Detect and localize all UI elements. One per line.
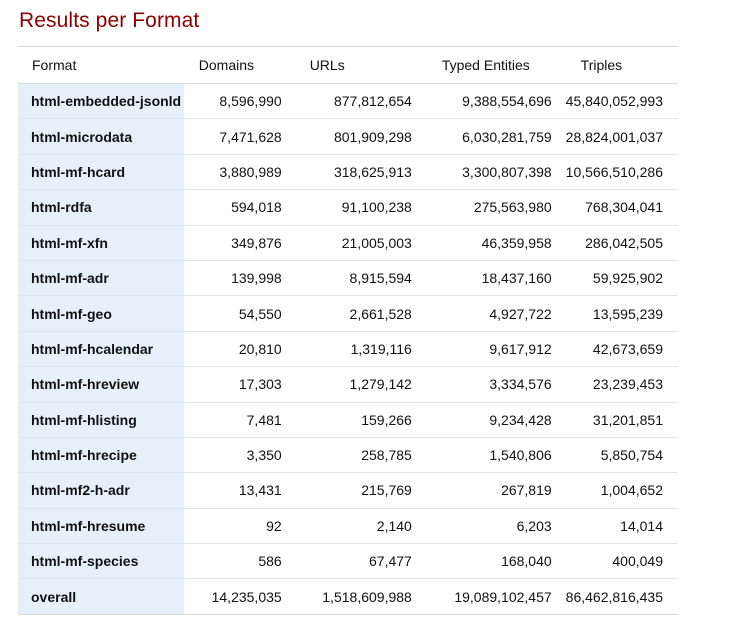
domains-cell: 54,550: [184, 296, 296, 331]
format-cell: html-mf2-h-adr: [18, 473, 184, 508]
typed-entities-cell: 3,334,576: [426, 367, 566, 402]
triples-cell: 10,566,510,286: [566, 154, 678, 189]
format-cell: html-mf-hrecipe: [18, 437, 184, 472]
typed-entities-cell: 46,359,958: [426, 225, 566, 260]
column-header-triples: Triples: [566, 47, 678, 84]
typed-entities-cell: 1,540,806: [426, 437, 566, 472]
table-row: [18, 402, 678, 437]
triples-cell: 286,042,505: [566, 225, 678, 260]
domains-cell: 92: [184, 508, 296, 543]
format-cell: html-mf-hresume: [18, 508, 184, 543]
format-cell: html-mf-species: [18, 544, 184, 579]
domains-cell: 594,018: [184, 190, 296, 225]
triples-cell: 13,595,239: [566, 296, 678, 331]
triples-cell: 14,014: [566, 508, 678, 543]
table-row: [18, 225, 678, 260]
column-header-format: Format: [18, 47, 184, 84]
typed-entities-cell: 9,617,912: [426, 331, 566, 366]
urls-cell: 318,625,913: [296, 154, 426, 189]
urls-cell: 8,915,594: [296, 260, 426, 295]
format-cell: html-rdfa: [18, 190, 184, 225]
typed-entities-cell: 4,927,722: [426, 296, 566, 331]
domains-cell: 349,876: [184, 225, 296, 260]
triples-cell: 5,850,754: [566, 437, 678, 472]
table-body: [18, 84, 678, 615]
typed-entities-cell: 6,030,281,759: [426, 119, 566, 154]
format-cell: html-mf-hcalendar: [18, 331, 184, 366]
urls-cell: 67,477: [296, 544, 426, 579]
urls-cell: 21,005,003: [296, 225, 426, 260]
domains-cell: 7,471,628: [184, 119, 296, 154]
urls-cell: 1,319,116: [296, 331, 426, 366]
domains-cell: 17,303: [184, 367, 296, 402]
table-row: [18, 331, 678, 366]
domains-cell: 14,235,035: [184, 579, 296, 614]
domains-cell: 586: [184, 544, 296, 579]
triples-cell: 42,673,659: [566, 331, 678, 366]
urls-cell: 2,661,528: [296, 296, 426, 331]
urls-cell: 159,266: [296, 402, 426, 437]
table-row: [18, 437, 678, 472]
format-cell: html-microdata: [18, 119, 184, 154]
typed-entities-cell: 18,437,160: [426, 260, 566, 295]
urls-cell: 1,518,609,988: [296, 579, 426, 614]
domains-cell: 8,596,990: [184, 84, 296, 119]
triples-cell: 768,304,041: [566, 190, 678, 225]
domains-cell: 7,481: [184, 402, 296, 437]
column-header-urls: URLs: [296, 47, 426, 84]
typed-entities-cell: 3,300,807,398: [426, 154, 566, 189]
format-cell: html-mf-adr: [18, 260, 184, 295]
urls-cell: 1,279,142: [296, 367, 426, 402]
format-cell: html-mf-hlisting: [18, 402, 184, 437]
format-cell: html-mf-xfn: [18, 225, 184, 260]
typed-entities-cell: 9,234,428: [426, 402, 566, 437]
column-header-typed-entities: Typed Entities: [426, 47, 566, 84]
table-row: [18, 473, 678, 508]
table-row: [18, 84, 678, 119]
urls-cell: 91,100,238: [296, 190, 426, 225]
table-row: [18, 119, 678, 154]
table-row-overall: [18, 579, 678, 614]
urls-cell: 801,909,298: [296, 119, 426, 154]
table-row: [18, 154, 678, 189]
urls-cell: 877,812,654: [296, 84, 426, 119]
column-header-domains: Domains: [184, 47, 296, 84]
triples-cell: 59,925,902: [566, 260, 678, 295]
typed-entities-cell: 6,203: [426, 508, 566, 543]
format-cell: html-embedded-jsonld: [18, 84, 184, 119]
triples-cell: 400,049: [566, 544, 678, 579]
results-table: [18, 46, 678, 615]
triples-cell: 31,201,851: [566, 402, 678, 437]
table-row: [18, 544, 678, 579]
format-cell: html-mf-hreview: [18, 367, 184, 402]
table-header-row: [18, 47, 678, 84]
triples-cell: 28,824,001,037: [566, 119, 678, 154]
table-row: [18, 296, 678, 331]
table-row: [18, 190, 678, 225]
typed-entities-cell: 267,819: [426, 473, 566, 508]
typed-entities-cell: 168,040: [426, 544, 566, 579]
triples-cell: 86,462,816,435: [566, 579, 678, 614]
typed-entities-cell: 275,563,980: [426, 190, 566, 225]
triples-cell: 45,840,052,993: [566, 84, 678, 119]
typed-entities-cell: 9,388,554,696: [426, 84, 566, 119]
urls-cell: 2,140: [296, 508, 426, 543]
table-row: [18, 260, 678, 295]
table-row: [18, 508, 678, 543]
urls-cell: 258,785: [296, 437, 426, 472]
domains-cell: 20,810: [184, 331, 296, 366]
domains-cell: 139,998: [184, 260, 296, 295]
domains-cell: 3,880,989: [184, 154, 296, 189]
typed-entities-cell: 19,089,102,457: [426, 579, 566, 614]
format-cell: html-mf-geo: [18, 296, 184, 331]
domains-cell: 13,431: [184, 473, 296, 508]
format-cell: html-mf-hcard: [18, 154, 184, 189]
triples-cell: 23,239,453: [566, 367, 678, 402]
format-cell: overall: [18, 579, 184, 614]
domains-cell: 3,350: [184, 437, 296, 472]
triples-cell: 1,004,652: [566, 473, 678, 508]
urls-cell: 215,769: [296, 473, 426, 508]
table-row: [18, 367, 678, 402]
section-title: Results per Format: [19, 9, 200, 32]
